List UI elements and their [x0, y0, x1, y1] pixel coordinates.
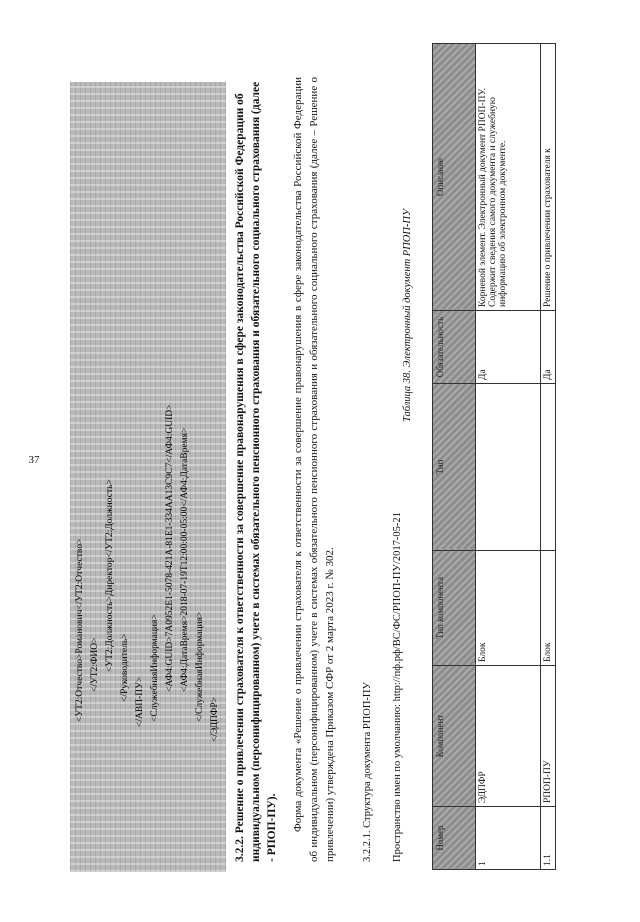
table-cell: 1	[476, 807, 541, 870]
table-row	[476, 44, 541, 870]
document-structure-table	[432, 43, 556, 870]
header-cell: Обязательность	[433, 311, 476, 384]
subsection-title: 3.2.2.1. Структура документа РПОП-ПУ	[362, 682, 373, 862]
table-cell: Решение о привлечении страхователя к	[541, 44, 556, 311]
table-cell: Да	[541, 311, 556, 384]
namespace-line: Пространство имен по умолчанию: http://пф.рф/ВС/ФС/РПОП-ПУ/2017-05-21	[392, 512, 403, 862]
table-cell: Да	[476, 311, 541, 384]
body-paragraph: Форма документа «Решение о привлечении страхователя к ответственности за совершение правонарушения в сфере законодательства Российской Федерации об индивидуальном (персонифицированном) учете в системах обязательного пенсионного страхования и обязательного социального страхования (далее – Решение о привлечении) утверждена Приказом СФР от 2 марта 2023 г. № 302.	[292, 77, 336, 862]
header-cell: Тип	[433, 384, 476, 551]
table-cell	[476, 384, 541, 551]
table-cell: РПОП-ПУ	[541, 666, 556, 807]
code-line: <СлужебнаяИнформация>	[150, 614, 160, 722]
table-cell: Блок	[476, 551, 541, 666]
code-line: <АФ4:GUID>7A0952E1-5078-421A-81E1-334AA13C9C7</АФ4:GUID>	[165, 404, 175, 692]
section-heading: 3.2.2. Решение о привлечении страхователя к ответственности за совершение правонарушения в сфере законодательства Российской Федерации об индивидуальном (персонифицированном) учете в системах обязательного пенсионного страхования и обязательного социального страхования (далее - РПОП-ПУ).	[234, 81, 278, 862]
table-cell: Блок	[541, 551, 556, 666]
header-cell: Номер	[433, 807, 476, 870]
table-cell	[541, 384, 556, 551]
code-line: </УТ2:ФИО>	[90, 637, 100, 692]
code-line: <АФ4:ДатаВремя>2018-07-19T12:00:00-05:00</АФ4:ДатаВремя>	[180, 427, 190, 692]
code-line: <УТ2:Отчество>Романович</УТ2:Отчество>	[75, 538, 85, 722]
table-cell: Корневой элемент. Электронный документ РПОП-ПУ. Содержит сведения самого документа и служебную информацию об электронном документе.	[476, 44, 541, 311]
table-header-row	[433, 44, 476, 870]
table-caption: Таблица 38. Электронный документ РПОП-ПУ	[402, 208, 413, 422]
page-number: 37	[28, 454, 40, 466]
code-line: </ЭДПФР>	[210, 697, 220, 742]
xml-code-block	[70, 82, 226, 872]
table-row	[541, 44, 556, 870]
header-cell: Описание	[433, 44, 476, 311]
code-line: </СлужебнаяИнформация>	[195, 611, 205, 722]
header-cell: Компонент	[433, 666, 476, 807]
code-line: </АВП-ПУ>	[135, 676, 145, 727]
code-line: <УТ2:Должность>Директор</УТ2:Должность>	[105, 479, 115, 672]
table-cell: ЭДПФР	[476, 666, 541, 807]
code-line: </Руководитель>	[120, 633, 130, 702]
table-cell: 1.1	[541, 807, 556, 870]
header-cell: Тип компонента	[433, 551, 476, 666]
